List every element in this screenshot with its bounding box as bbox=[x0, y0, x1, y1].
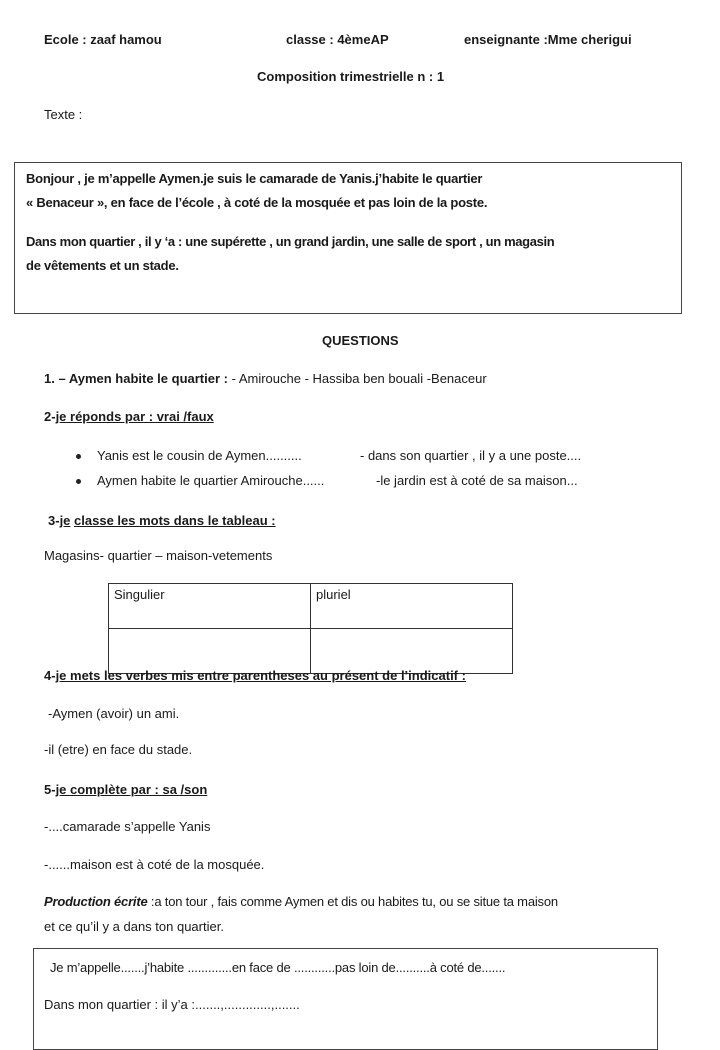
question-4-heading bbox=[44, 668, 466, 684]
table-cell bbox=[109, 629, 311, 674]
list-item: -......maison est à coté de la mosquée. bbox=[44, 857, 265, 872]
question-number: 5- bbox=[44, 782, 56, 797]
production-text: :a ton tour , fais comme Aymen et dis ou habites tu, ou se situe ta maison bbox=[147, 894, 558, 909]
question-4-label: je mets les verbes mis entre parentheses au présent de l’indicatif : bbox=[55, 668, 466, 683]
question-3-label: classe les mots dans le tableau : bbox=[74, 513, 276, 528]
question-1-options: - Amirouche - Hassiba ben bouali -Benaceur bbox=[227, 371, 487, 386]
question-1-label: 1. – Aymen habite le quartier : bbox=[44, 371, 228, 386]
production-text-2: et ce qu’il y a dans ton quartier. bbox=[44, 919, 224, 934]
list-item bbox=[76, 448, 302, 464]
list-item: -il (etre) en face du stade. bbox=[44, 742, 193, 757]
questions-title: QUESTIONS bbox=[322, 333, 399, 348]
teacher-name: enseignante :Mme cherigui bbox=[464, 32, 632, 47]
bullet-icon bbox=[76, 479, 81, 484]
list-item: - dans son quartier , il y a une poste.... bbox=[360, 448, 582, 463]
reading-text-box bbox=[14, 162, 682, 314]
item-text: Yanis est le cousin de Aymen.......... bbox=[97, 448, 302, 463]
answer-line: Je m’appelle.......j’habite .............en face de ............pas loin de..........à coté de....... bbox=[50, 960, 506, 975]
question-5-label: je complète par : sa /son bbox=[55, 782, 208, 797]
text-line: Bonjour , je m’appelle Aymen.je suis le camarade de Yanis.j’habite le quartier bbox=[26, 171, 483, 186]
classification-table bbox=[108, 583, 513, 674]
list-item: -....camarade s’appelle Yanis bbox=[44, 819, 211, 834]
list-item bbox=[76, 473, 324, 489]
question-5-heading bbox=[44, 782, 207, 798]
word-je: je bbox=[59, 513, 71, 528]
text-line: « Benaceur », en face de l’école , à coté de la mosquée et pas loin de la poste. bbox=[26, 195, 488, 210]
question-1 bbox=[44, 371, 487, 387]
text-line: Dans mon quartier , il y ‘a : une supérette , un grand jardin, une salle de sport , un magasin bbox=[26, 234, 555, 249]
school-name: Ecole : zaaf hamou bbox=[44, 32, 162, 47]
text-label: Texte : bbox=[44, 107, 83, 122]
question-number: 2- bbox=[44, 409, 56, 424]
table-header-pluriel: pluriel bbox=[311, 584, 513, 629]
table-cell bbox=[311, 629, 513, 674]
bullet-icon bbox=[76, 454, 81, 459]
answer-box bbox=[33, 948, 658, 1050]
item-text: Aymen habite le quartier Amirouche...... bbox=[97, 473, 325, 488]
question-2-heading bbox=[44, 409, 214, 425]
question-number: 4- bbox=[44, 668, 56, 683]
class-name: classe : 4èmeAP bbox=[286, 32, 389, 47]
list-item: -Aymen (avoir) un ami. bbox=[48, 706, 180, 721]
question-number: 3- bbox=[48, 513, 60, 528]
page-title: Composition trimestrielle n : 1 bbox=[257, 69, 445, 84]
question-2-label: je réponds par : vrai /faux bbox=[55, 409, 214, 424]
list-item: -le jardin est à coté de sa maison... bbox=[376, 473, 578, 488]
text-line: de vêtements et un stade. bbox=[26, 258, 179, 273]
answer-line: Dans mon quartier : il y’a :.......,.............,....... bbox=[44, 997, 300, 1012]
table-header-singulier: Singulier bbox=[109, 584, 311, 629]
production-label: Production écrite bbox=[44, 894, 148, 909]
production-instruction bbox=[44, 894, 558, 910]
question-3-heading bbox=[48, 513, 276, 529]
word-list: Magasins- quartier – maison-vetements bbox=[44, 548, 273, 563]
